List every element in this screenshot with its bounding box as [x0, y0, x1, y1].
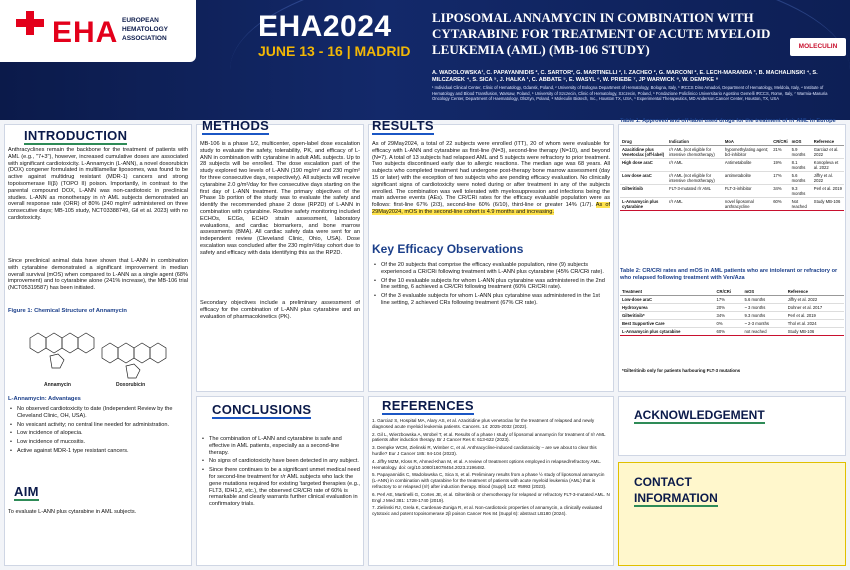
- reference-item: 2. Gil L, Wierzbowska A, Wrobel T, et al. Results of a phase I study of liposomal annamycin for treatment of r/r AML patients after induction therapy. Br J Cancer Res 6: 613-622 (2023).: [372, 431, 606, 443]
- conclusions-title: CONCLUSIONS: [212, 402, 312, 417]
- advantage-item: • No vesicant activity; no central line needed for administration.: [10, 422, 186, 429]
- annamycin-label: Annamycin: [44, 382, 71, 388]
- table-row: Gilteritinib FLT-3-mutated r/r AML FLT-3-inhibitor 34% 9.3 months Perl et al. 2019: [620, 185, 844, 198]
- results-title: RESULTS: [372, 118, 434, 133]
- sponsor-logo: MOLECULIN: [790, 38, 846, 56]
- table-2-header-row: Treatment CR/CRi mOS Reference: [620, 288, 844, 296]
- table-row: Azacitidine plus Venetoclax (off-label) r/r AML (not eligible for intensive chemotherapy) hypomethylating agent; bcl-inhibitor 21% 5.9 months Garciaz et al. 2022: [620, 146, 844, 159]
- table-1-header-row: Drug Indication MoA CR/CRi mOS Reference: [620, 138, 844, 146]
- table-row: Gilteritinib* 34% 9.3 months Perl et al. 2019: [620, 312, 844, 320]
- key-efficacy-list: [374, 262, 610, 309]
- reference-item: 4. Jiffry MZM, Kloss R, Ahmed-Khan M, et al. A review of treatment options employed in relapsed/refractory AML. Hematology. doi: org/10.1080/16078454.2023.2196482.: [372, 458, 602, 470]
- table-row: Low-dose araC 17% 5.6 months Jiffry et al. 2022: [620, 296, 844, 304]
- table-1: [620, 138, 844, 211]
- acknowledgement-title: ACKNOWLEDGEMENT: [634, 408, 765, 422]
- table-2: [620, 288, 844, 336]
- introduction-paragraph-1: Anthracyclines remain the backbone for the treatment of patients with AML (e.g., "7+3"), however, increased cumulative doses are associated with significant cardiotoxicity. L-Annamycin (L-ANN), a novel doxorubicin (DOX) congener formulated in multilamellar liposomes, was found to be active against multidrug resistant (MDR-1) cancers and strong topoisomerase II(β) (TOPO II) poison. Importantly, in contrast to the parental compound DOX, L-ANN was non-cardiotoxic in preclinical studies. L-ANN as monotherapy in r/r AML subjects demonstrated an overall response rate (ORR) of 80% (240 mg/m² administered on three consecutive days; MB-105 study, NCT03388749, Gil et al. 2023) with no cardiotoxicity.: [8, 147, 188, 221]
- affiliation-list: ¹ Individual Clinical Center, Clinic of Hematology, Gdansk, Poland, ² University of Bologna Department of Hematology, Bologna, Italy, ³ IRCCS Dino Amadori, Department of Hematology, Meldola, Italy, ⁴ Institute of Hematology and Blood Transfusion, Warsaw, Poland, ⁵ University of Szczecin, Clinic of Hematology, Szczecin, Poland, ⁶ Fondazione Policlinico Universitario Agostino Gemelli IRCCS, Rome, Italy, ⁷ Warmia-Masuria Oncology Center, Department of Haematology, Olsztyn, Poland, ⁸ Moleculin Biotech, Inc., Houston TX, USA, ⁹ Experimental Therapeutics, MD Anderson Cancer Center, Houston, TX, USA: [432, 85, 828, 102]
- conclusion-item: • The combination of L-ANN and cytarabine is safe and effective in AML patients, especially as a second-line therapy.: [202, 436, 360, 456]
- eha-org-subtitle: EUROPEAN HEMATOLOGY ASSOCIATION: [122, 17, 168, 42]
- reference-item: 7. Zielinski RJ, Grela K, Cardenas-Zuniga R, et al. Non-cardiotoxic properties of annamycin, a clinically evaluated cytotoxic and potent topoisomerase 2β poison Cancer Res 84 (Suppl 6): abstract LB180 (2024).: [372, 505, 603, 517]
- methods-title: METHODS: [202, 118, 270, 133]
- advantages-title: L-Annamycin: Advantages: [8, 396, 81, 402]
- key-efficacy-title: Key Efficacy Observations: [372, 242, 524, 256]
- introduction-title: INTRODUCTION: [24, 128, 128, 143]
- table-row-highlighted: L-Annamycin plus cytarabine r/r AML novel liposomal anthracycline 60% Not reached Study MB-106: [620, 198, 844, 211]
- event-title: EHA2024: [258, 10, 392, 43]
- reference-item: 3. Dempke WCM, Zielinski R, Wimber C, et al. Anthracycline-induced cardiotoxicity – are we about to clear this hurdle? Eur J Cancer 185: 94-104 (2023).: [372, 445, 597, 456]
- reference-item: 5. Papayannidis C, Wadolowska C, Sica S, et al. Preliminary results from a phase ½ study of liposomal annamycin (L-ANN) in combination with cytarabine for the treatment of patients with acute myeloid leukemia (AML) that is refractory to or relapsed (r/r) after induction therapy. Blood (Suppl) 142: #5993 (2023).: [372, 472, 605, 489]
- advantages-list: [10, 406, 186, 457]
- poster-title: LIPOSOMAL ANNAMYCIN IN COMBINATION WITH CYTARABINE FOR TREATMENT OF ACUTE MYELOID LEUKEMIA (AML) (MB-106 STUDY): [432, 10, 771, 57]
- advantage-item: • Low incidence of alopecia.: [10, 430, 186, 437]
- annamycin-molecule-drawing: [30, 333, 94, 368]
- author-list: A. WADOLOWSKA¹, C. PAPAYANNIDIS ², C. SARTOR², G. MARTINELLI ², I. ZACHEO ², G. MARCONI ², E. LECH-MARANDA ³, B. MACHALINSKI ⁴, S. MILCZAREK ⁴, S. SICA ⁵, J. HALKA ¹, C. ABBATE ⁵, E. WASYL ⁶, W. PRIEBE ⁷, JP WARWICK ⁸, W. DEMPKE ⁸: [432, 70, 818, 83]
- reference-item: 1. Garciaz S, Hospital MA, Alary AS, et al. Azacitidine plus venetoclax for the treatment of relapsed and newly diagnosed acute myeloid leukemia patients. Cancers. 14: 2025-2032 (2022).: [372, 418, 595, 429]
- advantage-item: • No observed cardiotoxicity to date (Independent Review by the Cleveland Clinic, OH, USA).: [10, 406, 186, 420]
- conclusion-item: • No signs of cardiotoxicity have been detected in any subject.: [202, 458, 360, 465]
- table-row: Low dose araC r/r AML (not eligible for intensive chemotherapy) antimetabolite 17% 5.6 months Jiffry et al. 2022: [620, 172, 844, 185]
- results-highlight: As of 29May2024, mOS in the second-line cohort is 4.9 months and increasing.: [372, 202, 611, 215]
- methods-paragraph-2: Secondary objectives include a preliminary assessment of efficacy for the combination of L-ANN plus cytarabine and an evaluation of pharmacokinetics (PK).: [200, 300, 360, 320]
- introduction-paragraph-2: Since preclinical animal data have shown that L-ANN in combination with cytarabine demonstrated a significant improvement in median overall survival (mOS) when compared to L-ANN as a single agent (68% improvement) and to cytarabine alone (241% increase), the MB-106 trial (NCT05319587) has been initiated.: [8, 258, 188, 292]
- eha-cross-icon: [12, 9, 48, 37]
- table-1-caption: Table 1: Approved and off-label used drugs for the treatment of r/r AML in Europe: [620, 118, 836, 124]
- figure-1-caption: Figure 1: Chemical Structure of Annamycin: [8, 308, 127, 314]
- advantage-item: • Low incidence of mucositis.: [10, 439, 186, 446]
- acknowledgement-panel: [618, 396, 846, 456]
- references-title: REFERENCES: [382, 398, 474, 413]
- table-row: Hydroxyurea 20% ~ 3 months Dohner et al. 2017: [620, 304, 844, 312]
- eha-logo: [0, 0, 196, 62]
- results-paragraph: As of 29May2024, a total of 22 subjects were enrolled (ITT), 20 of whom were evaluable for efficacy with L-ANN and cytarabine as first-line (N=3), second-line therapy (N=10), and beyond (N=7). A total of 13 subjects had relapsed AML and 5 subjects were refractory to prior treatment. Two subjects discontinued early due to allergic reactions. The median age was 68 years. All subjects who completed treatment had undergone post-therapy bone marrow assessment (day 15 or later) with the exception of two subjects who are pending efficacy evaluation. No clinically significant signs of cardiotoxicity were noted during or after treatment in any of the subjects enrolled. The combination was well tolerated with myelosuppression and infections being the main adverse events (AEs). The CR/CRi rates for the efficacy evaluable population were as follows: first-line 67% (2/3), second-line 60% (6/10), third-line or greater 14% (1/7). As of 29May2024, mOS in the second-line cohort is 4.9 months and increasing.: [372, 141, 611, 215]
- conclusions-list: [202, 436, 360, 510]
- table-row: Best Supportive Care 0% ~ 2-3 months Thol et al. 2024: [620, 320, 844, 328]
- methods-paragraph-1: MB-106 is a phase 1/2, multicenter, open-label dose escalation study to evaluate the safety, tolerability, PK, and efficacy of L-ANN in combination with cytarabine in adult AML subjects. Up to 28 subjects will be enrolled. The dose escalation part of the study explored two levels of L-ANN (190 mg/m² and 230 mg/m² for three consecutive days, respectively). All subjects will receive cytarabine 2.0 g/m²/day for five consecutive days starting on the first day of L-ANN treatment. The primary objectives of the Phase 1b portion of the study was to evaluate the safety and identify the recommended phase 2 dose (RP2D) of L-ANN in combination with cytarabine. Routine safety monitoring included ECHOs, ECGs, ECHO strain assessment, laboratory evaluations, and cardiac biomarkers, and bone marrow assessments (BMA). All cardiac safety data were sent for an independent review (Cleveland Clinic, Ohio, USA). Dose escalation was concluded after the 230 mg/m²/day cohort due to safety and efficacy with data identifying this as the RP2D.: [200, 141, 360, 256]
- reference-item: 6. Perl AE, Martinelli G, Cortes JE, et al. Gilteritinib or chemotherapy for relapsed or refractory FLT-3-mutated AML. N Engl J Med 381: 1728-1740 (2019).: [372, 491, 610, 503]
- contact-title: CONTACT INFORMATION: [634, 475, 718, 505]
- table-row: High dose araC r/r AML Antimetabolite 19% 8.1 months Konopleva et al. 2022: [620, 159, 844, 172]
- aim-title: AIM: [14, 484, 39, 499]
- doxorubicin-molecule-drawing: [102, 343, 166, 378]
- poster-header: [0, 0, 850, 120]
- aim-text: To evaluate L-ANN plus cytarabine in AML subjects.: [8, 509, 137, 515]
- efficacy-item: • Of the 10 evaluable subjects for whom L-ANN plus cytarabine was administered in the 2nd line setting, 6 achieved a CR/CRi following treatment (60% CR/CRi rate).: [374, 278, 610, 292]
- table-2-caption: Table 2: CR/CRi rates and mOS in AML patients who are intolerant or refractory or who relapsed following treatment with Ven/Aza: [620, 268, 838, 281]
- eha-wordmark: EHA: [52, 16, 119, 49]
- efficacy-item: • Of the 20 subjects that comprise the efficacy evaluable population, nine (9) subjects experienced a CR/CRi following treatment with L-ANN plus cytarabine (45% CR/CRi rate).: [374, 262, 610, 276]
- conclusion-item: • Since there continues to be a significant unmet medical need for second-line treatment for r/r AML subjects who lack the gene mutations required for existing 'targeted therapies (e.g., FLT3, IDH1,2, etc.), the observed CR/CRi rate of 60% is remarkable and clearly warrants further clinical evaluation in confirmatory trials.: [202, 467, 360, 508]
- references-list: [372, 418, 610, 519]
- annamycin-structure-figure: [20, 318, 170, 384]
- event-dates: JUNE 13 - 16 | MADRID: [258, 43, 411, 59]
- table-2-footnote: *Gilteritinib only for patients harbouring FLT-3 mutations: [622, 368, 741, 373]
- doxorubicin-label: Doxorubicin: [116, 382, 146, 388]
- advantage-item: • Active against MDR-1 type resistant cancers.: [10, 448, 186, 455]
- table-row-highlighted: L-Annamycin plus cytarabine 60% not reached Study MB-106: [620, 328, 844, 336]
- efficacy-item: • Of the 3 evaluable subjects for whom L-ANN plus cytarabine was administered in the 1st line setting, 2 achieved CRs following treatment (67% CR rate).: [374, 293, 610, 307]
